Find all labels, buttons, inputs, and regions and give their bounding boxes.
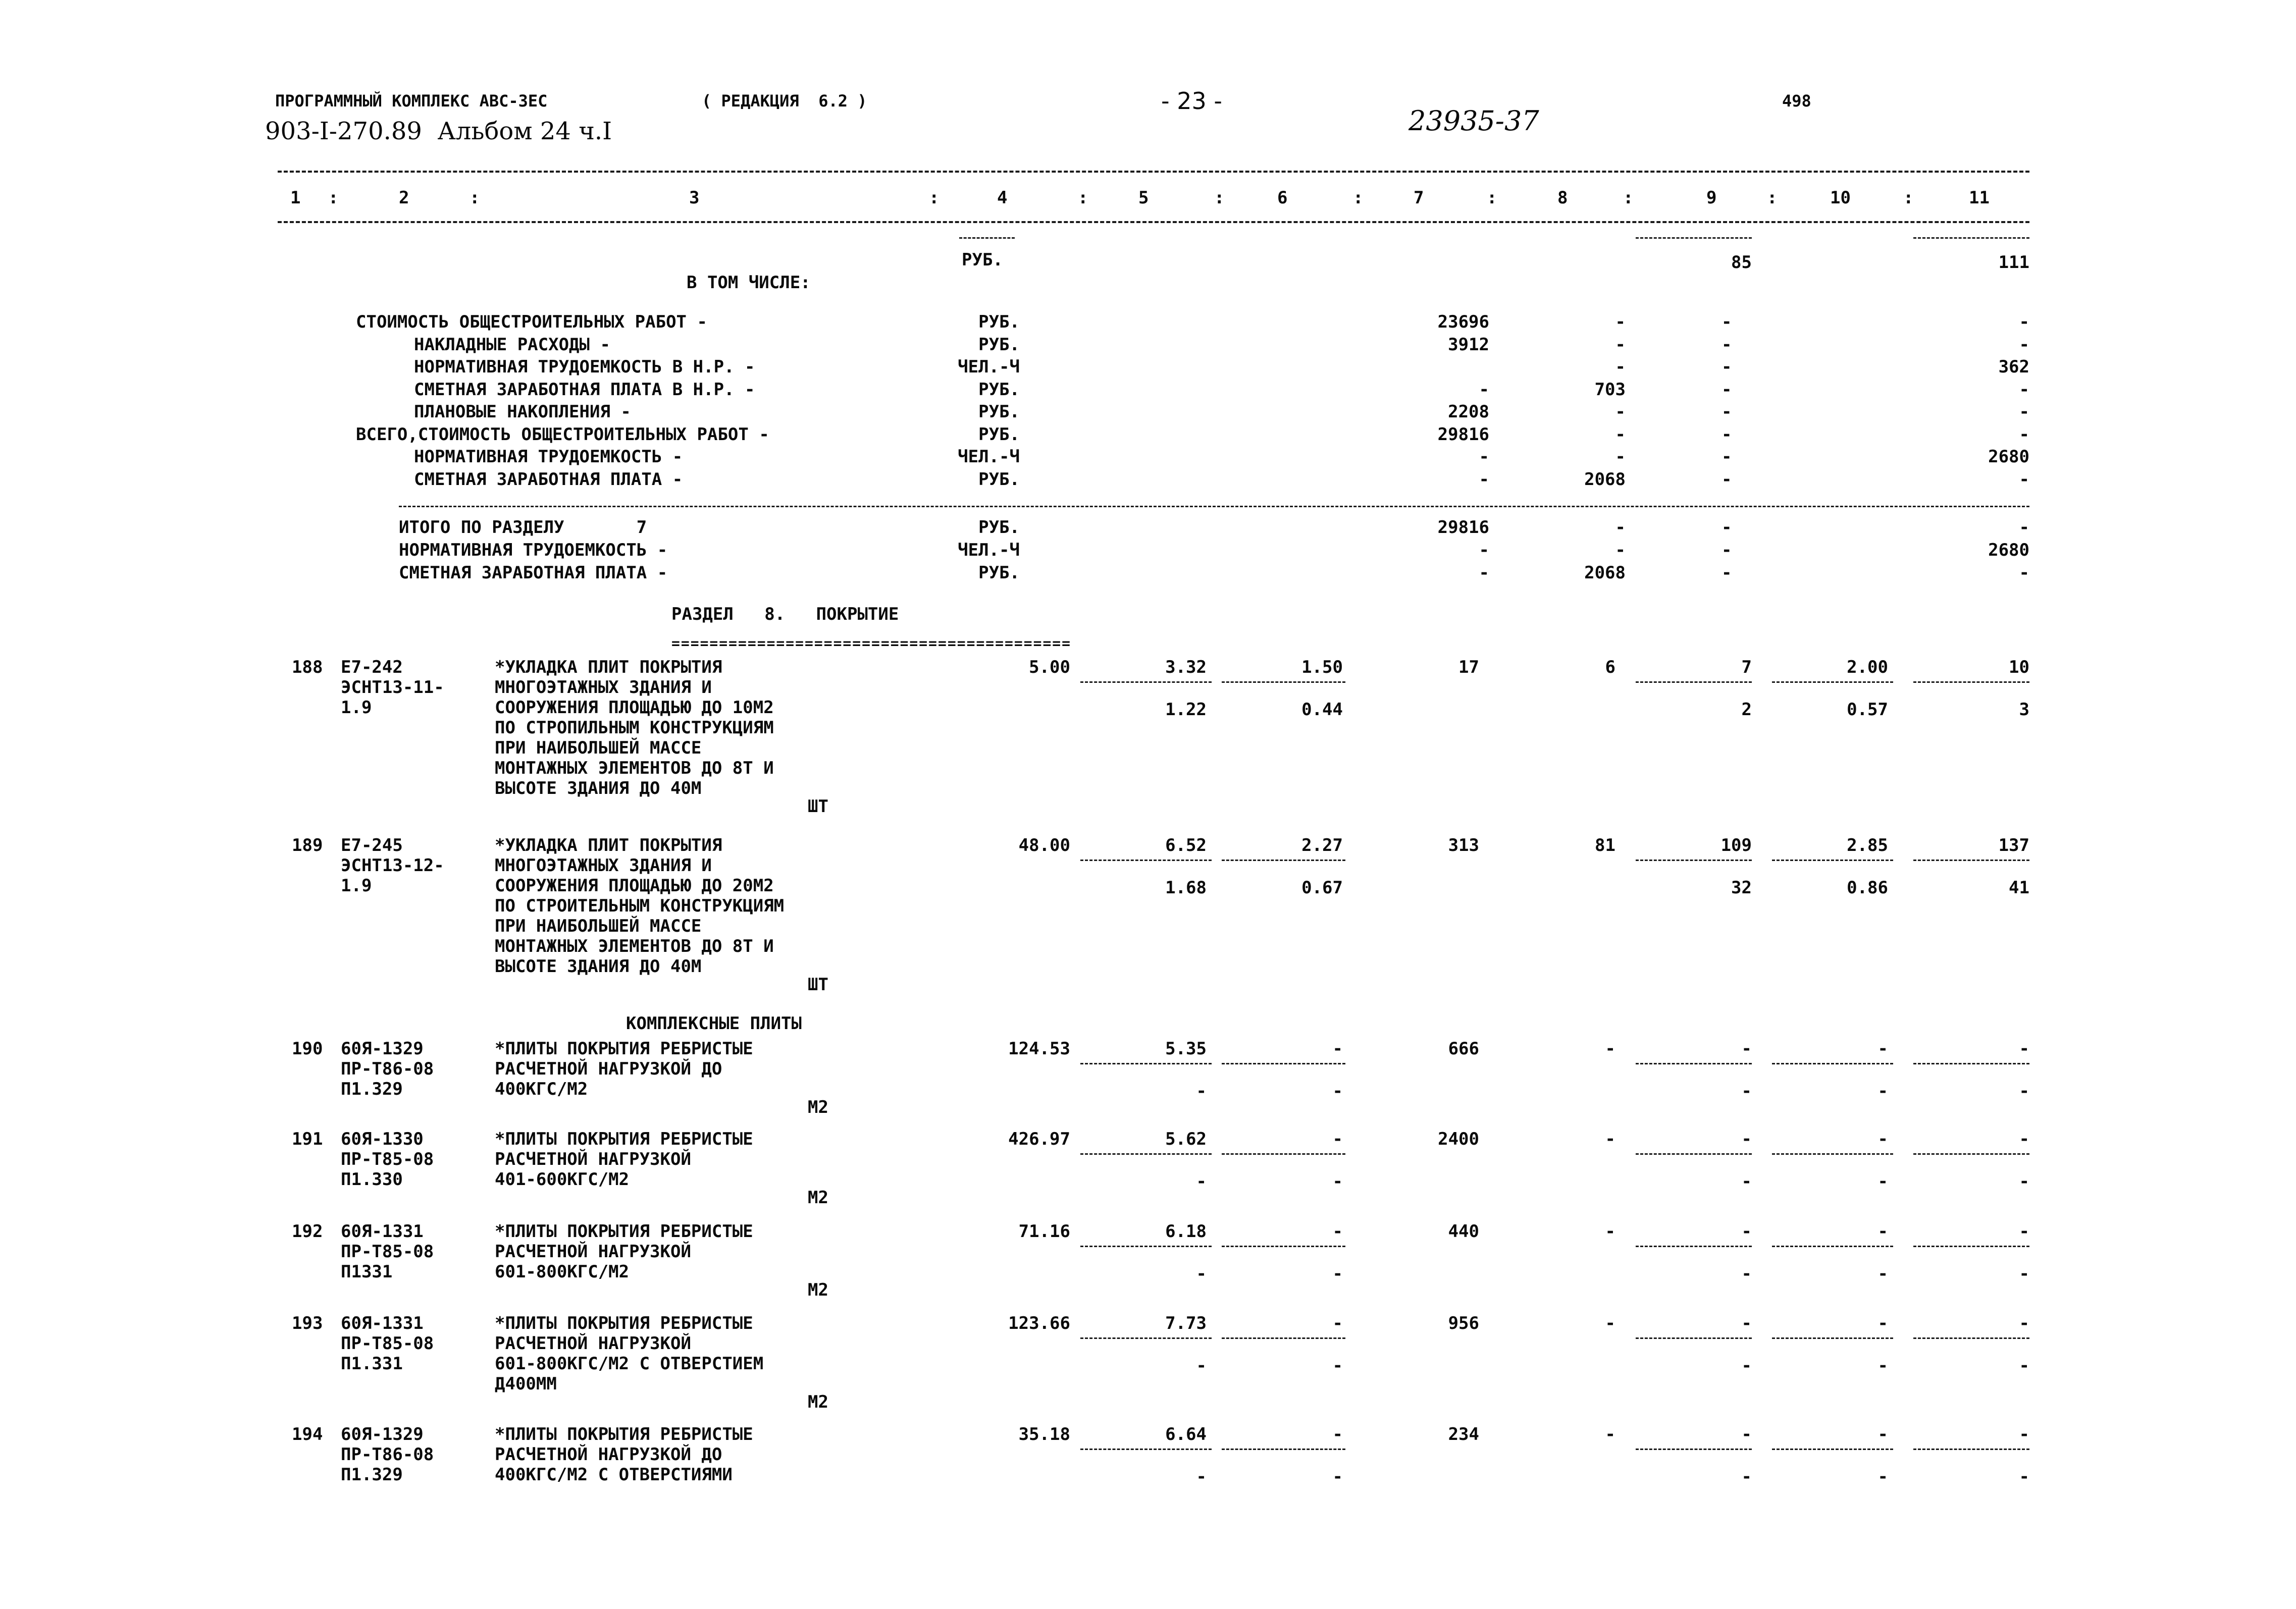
item-unit-wages: - [1196, 1081, 1207, 1101]
summary-row-c9: - [1721, 334, 1732, 355]
item-sub-rule [1080, 681, 1212, 683]
item-total-machine: 109 [1720, 835, 1752, 855]
item-code: П1.329 [341, 1079, 403, 1099]
item-unit-machine-wages: - [1332, 1356, 1343, 1376]
item-code: 60Я-1329 [341, 1039, 424, 1059]
item-sub-rule [1772, 1449, 1893, 1450]
sheet-number: 498 [1782, 91, 1811, 111]
total-row-c11: - [2019, 563, 2029, 583]
item-sub-rule [1913, 1449, 2029, 1450]
page-number: - 23 - [1161, 87, 1222, 115]
item-sub-rule [1222, 1153, 1345, 1155]
column-header-1: 1 [290, 188, 301, 208]
item-code: 60Я-1329 [341, 1424, 424, 1444]
summary-row-c7: 29816 [1437, 424, 1489, 445]
item-unit: ШТ [808, 796, 828, 817]
item-total-cost: 313 [1448, 835, 1479, 855]
item-description: МНОГОЭТАЖНЫХ ЗДАНИЯ И [495, 855, 712, 876]
item-unit-wages: - [1196, 1356, 1207, 1376]
total-row-unit: РУБ. [978, 563, 1020, 583]
item-sub-rule [1772, 1153, 1893, 1155]
item-labor-total: 137 [1998, 835, 2029, 855]
summary-row-unit: РУБ. [978, 312, 1020, 332]
item-sub-rule [1772, 1337, 1893, 1339]
item-code: 60Я-1331 [341, 1313, 424, 1333]
item-description: ПРИ НАИБОЛЬШЕЙ МАССЕ [495, 916, 702, 936]
item-machine-wages: - [1741, 1356, 1752, 1376]
summary-row-c9: - [1721, 312, 1732, 332]
item-labor-total-sub: - [2019, 1081, 2029, 1101]
item-labor-total: - [2019, 1221, 2029, 1242]
column-header-11: 11 [1969, 188, 1990, 208]
item-code: 60Я-1331 [341, 1221, 424, 1242]
item-sub-rule [1080, 860, 1212, 861]
item-unit-machine-wages: 0.67 [1301, 878, 1343, 898]
summary-row-c8: 703 [1594, 379, 1626, 400]
item-sub-rule [1080, 1246, 1212, 1247]
item-code: П1.330 [341, 1169, 403, 1190]
summary-row-unit: РУБ. [978, 424, 1020, 445]
item-total-cost: 17 [1458, 657, 1479, 677]
column-divider: : [929, 188, 940, 208]
item-sub-rule [1913, 1246, 2029, 1247]
table-top-rule [278, 171, 2029, 173]
item-code: ПР-Т85-08 [341, 1149, 434, 1169]
top-sum-rule-11 [1913, 237, 2029, 239]
item-code: Е7-245 [341, 835, 403, 855]
item-unit-cost: 3.32 [1165, 657, 1207, 677]
total-row-c8: 2068 [1584, 563, 1626, 583]
summary-row-c9: - [1721, 402, 1732, 422]
summary-row-c9: - [1721, 379, 1732, 400]
summary-row-c7: - [1479, 447, 1489, 467]
item-labor-total-sub: 3 [2019, 700, 2029, 720]
incl-heading: В ТОМ ЧИСЛЕ: [687, 273, 811, 293]
item-total-cost: 666 [1448, 1039, 1479, 1059]
item-machine-wages: - [1741, 1264, 1752, 1284]
item-description: 601-800КГС/М2 [495, 1262, 630, 1282]
summary-row-c11: - [2019, 424, 2029, 445]
column-header-8: 8 [1557, 188, 1568, 208]
item-description: СООРУЖЕНИЯ ПЛОЩАДЬЮ ДО 20М2 [495, 876, 774, 896]
total-row-label: ИТОГО ПО РАЗДЕЛУ 7 [399, 517, 647, 538]
item-description: *ПЛИТЫ ПОКРЫТИЯ РЕБРИСТЫЕ [495, 1424, 753, 1444]
item-unit-machine-wages: - [1332, 1264, 1343, 1284]
item-labor-unit: - [1877, 1039, 1888, 1059]
column-header-4: 4 [997, 188, 1008, 208]
column-divider: : [1767, 188, 1778, 208]
item-description: ВЫСОТЕ ЗДАНИЯ ДО 40М [495, 778, 702, 798]
item-description: 400КГС/М2 [495, 1079, 588, 1099]
top-sum-unit: РУБ. [962, 250, 1003, 270]
item-unit-wages: - [1196, 1264, 1207, 1284]
summary-row-label: ВСЕГО,СТОИМОСТЬ ОБЩЕСТРОИТЕЛЬНЫХ РАБОТ - [356, 424, 769, 445]
item-group-heading: КОМПЛЕКСНЫЕ ПЛИТЫ [626, 1013, 802, 1034]
summary-row-label: НАКЛАДНЫЕ РАСХОДЫ - [414, 334, 610, 355]
item-sub-rule [1636, 1449, 1752, 1450]
summary-row-c7: - [1479, 379, 1489, 400]
summary-row-c11: - [2019, 312, 2029, 332]
item-sub-rule [1636, 1246, 1752, 1247]
item-labor-total: 10 [2009, 657, 2029, 677]
column-divider: : [1903, 188, 1914, 208]
item-number: 189 [292, 835, 323, 855]
item-description: МНОГОЭТАЖНЫХ ЗДАНИЯ И [495, 677, 712, 698]
summary-row-unit: РУБ. [978, 334, 1020, 355]
program-title: ПРОГРАММНЫЙ КОМПЛЕКС АВС-ЗЕС [275, 91, 548, 111]
item-description: Д400ММ [495, 1374, 557, 1394]
top-sum-rule-4 [959, 237, 1015, 239]
item-quantity: 123.66 [1008, 1313, 1070, 1333]
column-header-7: 7 [1414, 188, 1424, 208]
item-sub-rule [1772, 681, 1893, 683]
item-number: 193 [292, 1313, 323, 1333]
item-description: РАСЧЕТНОЙ НАГРУЗКОЙ [495, 1149, 691, 1169]
item-code: 1.9 [341, 876, 372, 896]
item-labor-total: - [2019, 1039, 2029, 1059]
total-row-c9: - [1721, 540, 1732, 560]
item-labor-unit: - [1877, 1424, 1888, 1444]
item-unit-cost: 6.18 [1165, 1221, 1207, 1242]
total-row-label: НОРМАТИВНАЯ ТРУДОЕМКОСТЬ - [399, 540, 668, 560]
item-sub-rule [1913, 1063, 2029, 1064]
total-row-unit: ЧЕЛ.-Ч [958, 540, 1020, 560]
item-sub-rule [1913, 1337, 2029, 1339]
summary-row-c8: - [1615, 357, 1626, 377]
item-labor-unit: 2.00 [1847, 657, 1888, 677]
table-header-rule [278, 221, 2029, 223]
item-total-wages: 6 [1605, 657, 1615, 677]
section-title: РАЗДЕЛ 8. ПОКРЫТИЕ [671, 604, 899, 624]
item-code: ЭСНТ13-12- [341, 855, 444, 876]
item-total-cost: 234 [1448, 1424, 1479, 1444]
item-quantity: 5.00 [1029, 657, 1070, 677]
item-unit-machine: 1.50 [1301, 657, 1343, 677]
item-quantity: 426.97 [1008, 1129, 1070, 1149]
item-sub-rule [1913, 860, 2029, 861]
top-sum-rule-9 [1636, 237, 1752, 239]
item-machine-wages: - [1741, 1081, 1752, 1101]
item-sub-rule [1222, 860, 1345, 861]
item-labor-total-sub: 41 [2009, 878, 2029, 898]
item-description: ПО СТРОПИЛЬНЫМ КОНСТРУКЦИЯМ [495, 718, 774, 738]
item-unit: М2 [808, 1280, 828, 1300]
item-description: *УКЛАДКА ПЛИТ ПОКРЫТИЯ [495, 835, 722, 855]
section-total-rule [399, 506, 2029, 507]
item-description: 401-600КГС/М2 [495, 1169, 630, 1190]
item-unit-wages: 1.22 [1165, 700, 1207, 720]
item-unit-cost: 5.35 [1165, 1039, 1207, 1059]
item-unit-machine-wages: - [1332, 1081, 1343, 1101]
summary-row-c9: - [1721, 469, 1732, 490]
total-row-c11: - [2019, 517, 2029, 538]
column-header-6: 6 [1277, 188, 1288, 208]
item-unit-machine: - [1332, 1039, 1343, 1059]
summary-row-c8: 2068 [1584, 469, 1626, 490]
total-row-c7: - [1479, 540, 1489, 560]
item-code: П1.331 [341, 1354, 403, 1374]
item-sub-rule [1772, 1063, 1893, 1064]
item-labor-unit: 2.85 [1847, 835, 1888, 855]
column-divider: : [1078, 188, 1088, 208]
item-description: ПО СТРОИТЕЛЬНЫМ КОНСТРУКЦИЯМ [495, 896, 785, 916]
item-labor-total-sub: - [2019, 1264, 2029, 1284]
item-sub-rule [1636, 860, 1752, 861]
item-description: *ПЛИТЫ ПОКРЫТИЯ РЕБРИСТЫЕ [495, 1221, 753, 1242]
item-sub-rule [1636, 1153, 1752, 1155]
item-sub-rule [1636, 681, 1752, 683]
total-row-unit: РУБ. [978, 517, 1020, 538]
item-description: РАСЧЕТНОЙ НАГРУЗКОЙ ДО [495, 1059, 722, 1079]
item-description: РАСЧЕТНОЙ НАГРУЗКОЙ [495, 1242, 691, 1262]
item-number: 190 [292, 1039, 323, 1059]
item-unit: М2 [808, 1392, 828, 1412]
item-total-cost: 956 [1448, 1313, 1479, 1333]
item-sub-rule [1772, 860, 1893, 861]
column-divider: : [328, 188, 339, 208]
column-header-10: 10 [1830, 188, 1851, 208]
item-machine-wages: - [1741, 1171, 1752, 1192]
item-description: ВЫСОТЕ ЗДАНИЯ ДО 40М [495, 956, 702, 977]
item-sub-rule [1222, 1449, 1345, 1450]
item-machine-wages: - [1741, 1467, 1752, 1487]
column-header-5: 5 [1138, 188, 1149, 208]
item-description: ПРИ НАИБОЛЬШЕЙ МАССЕ [495, 738, 702, 758]
item-number: 188 [292, 657, 323, 677]
item-labor-unit-sub: - [1877, 1356, 1888, 1376]
item-total-machine: - [1741, 1039, 1752, 1059]
item-unit-cost: 6.52 [1165, 835, 1207, 855]
item-code: П1331 [341, 1262, 393, 1282]
item-unit-wages: - [1196, 1467, 1207, 1487]
summary-row-c7: 2208 [1448, 402, 1489, 422]
summary-row-c11: - [2019, 402, 2029, 422]
summary-row-c11: - [2019, 379, 2029, 400]
summary-row-unit: РУБ. [978, 469, 1020, 490]
item-description: СООРУЖЕНИЯ ПЛОЩАДЬЮ ДО 10М2 [495, 698, 774, 718]
item-labor-unit: - [1877, 1129, 1888, 1149]
total-row-c7: 29816 [1437, 517, 1489, 538]
item-labor-total: - [2019, 1313, 2029, 1333]
item-labor-total-sub: - [2019, 1171, 2029, 1192]
total-row-c9: - [1721, 517, 1732, 538]
item-sub-rule [1913, 681, 2029, 683]
item-unit-machine: - [1332, 1129, 1343, 1149]
item-total-machine: - [1741, 1424, 1752, 1444]
total-row-c8: - [1615, 517, 1626, 538]
total-row-label: СМЕТНАЯ ЗАРАБОТНАЯ ПЛАТА - [399, 563, 668, 583]
summary-row-c8: - [1615, 312, 1626, 332]
column-divider: : [1353, 188, 1364, 208]
item-code: 1.9 [341, 698, 372, 718]
item-sub-rule [1636, 1063, 1752, 1064]
item-description: 601-800КГС/М2 С ОТВЕРСТИЕМ [495, 1354, 764, 1374]
document-code: 23935-37 [1408, 105, 1539, 137]
item-unit-cost: 7.73 [1165, 1313, 1207, 1333]
item-sub-rule [1636, 1337, 1752, 1339]
item-total-wages: 81 [1595, 835, 1615, 855]
item-description: *ПЛИТЫ ПОКРЫТИЯ РЕБРИСТЫЕ [495, 1039, 753, 1059]
item-description: 400КГС/М2 С ОТВЕРСТИЯМИ [495, 1465, 733, 1485]
item-description: РАСЧЕТНОЙ НАГРУЗКОЙ [495, 1333, 691, 1354]
summary-row-c8: - [1615, 334, 1626, 355]
item-total-machine: - [1741, 1129, 1752, 1149]
item-labor-total-sub: - [2019, 1356, 2029, 1376]
summary-row-label: СТОИМОСТЬ ОБЩЕСТРОИТЕЛЬНЫХ РАБОТ - [356, 312, 707, 332]
item-code: Е7-242 [341, 657, 403, 677]
item-sub-rule [1772, 1246, 1893, 1247]
summary-row-c8: - [1615, 424, 1626, 445]
section-underline: ========================================== [671, 635, 1072, 652]
summary-row-label: НОРМАТИВНАЯ ТРУДОЕМКОСТЬ В Н.Р. - [414, 357, 755, 377]
item-unit: М2 [808, 1097, 828, 1117]
item-code: П1.329 [341, 1465, 403, 1485]
item-sub-rule [1222, 681, 1345, 683]
item-code: ПР-Т86-08 [341, 1059, 434, 1079]
item-total-machine: - [1741, 1221, 1752, 1242]
item-description: РАСЧЕТНОЙ НАГРУЗКОЙ ДО [495, 1444, 722, 1465]
item-unit-machine-wages: 0.44 [1301, 700, 1343, 720]
item-code: ПР-Т86-08 [341, 1444, 434, 1465]
column-divider: : [1214, 188, 1225, 208]
item-total-machine: - [1741, 1313, 1752, 1333]
item-sub-rule [1222, 1063, 1345, 1064]
summary-row-label: ПЛАНОВЫЕ НАКОПЛЕНИЯ - [414, 402, 631, 422]
item-total-machine: 7 [1741, 657, 1752, 677]
column-header-3: 3 [689, 188, 700, 208]
item-sub-rule [1222, 1246, 1345, 1247]
item-labor-total-sub: - [2019, 1467, 2029, 1487]
summary-row-c9: - [1721, 447, 1732, 467]
item-total-wages: - [1605, 1313, 1615, 1333]
item-unit-machine: - [1332, 1313, 1343, 1333]
summary-row-c8: - [1615, 447, 1626, 467]
item-unit-machine: - [1332, 1221, 1343, 1242]
item-number: 194 [292, 1424, 323, 1444]
column-divider: : [1623, 188, 1634, 208]
summary-row-c9: - [1721, 357, 1732, 377]
item-number: 191 [292, 1129, 323, 1149]
item-quantity: 48.00 [1018, 835, 1070, 855]
item-unit-machine-wages: - [1332, 1467, 1343, 1487]
summary-row-unit: РУБ. [978, 402, 1020, 422]
summary-row-c11: 2680 [1988, 447, 2029, 467]
item-labor-unit-sub: - [1877, 1171, 1888, 1192]
item-labor-total: - [2019, 1129, 2029, 1149]
summary-row-c8: - [1615, 402, 1626, 422]
item-description: *ПЛИТЫ ПОКРЫТИЯ РЕБРИСТЫЕ [495, 1129, 753, 1149]
item-quantity: 124.53 [1008, 1039, 1070, 1059]
summary-row-c11: - [2019, 334, 2029, 355]
item-labor-unit-sub: - [1877, 1264, 1888, 1284]
item-sub-rule [1080, 1337, 1212, 1339]
total-row-c7: - [1479, 563, 1489, 583]
summary-row-c11: 362 [1998, 357, 2029, 377]
total-row-c8: - [1615, 540, 1626, 560]
item-unit-wages: - [1196, 1171, 1207, 1192]
item-total-wages: - [1605, 1039, 1615, 1059]
item-unit: М2 [808, 1188, 828, 1208]
item-labor-unit-sub: 0.57 [1847, 700, 1888, 720]
edition-label: ( РЕДАКЦИЯ 6.2 ) [702, 91, 867, 111]
item-code: ПР-Т85-08 [341, 1242, 434, 1262]
item-description: *УКЛАДКА ПЛИТ ПОКРЫТИЯ [495, 657, 722, 677]
summary-row-unit: РУБ. [978, 379, 1020, 400]
item-code: ЭСНТ13-11- [341, 677, 444, 698]
item-total-wages: - [1605, 1221, 1615, 1242]
item-machine-wages: 2 [1741, 700, 1752, 720]
summary-row-c7: - [1479, 469, 1489, 490]
item-sub-rule [1080, 1063, 1212, 1064]
item-quantity: 35.18 [1018, 1424, 1070, 1444]
item-unit: ШТ [808, 975, 828, 995]
item-sub-rule [1080, 1153, 1212, 1155]
item-sub-rule [1080, 1449, 1212, 1450]
summary-row-c7: 3912 [1448, 334, 1489, 355]
column-divider: : [469, 188, 480, 208]
column-header-9: 9 [1706, 188, 1717, 208]
item-machine-wages: 32 [1731, 878, 1752, 898]
item-unit-machine-wages: - [1332, 1171, 1343, 1192]
item-description: МОНТАЖНЫХ ЭЛЕМЕНТОВ ДО 8Т И [495, 758, 774, 778]
item-labor-unit-sub: 0.86 [1847, 878, 1888, 898]
column-divider: : [1487, 188, 1497, 208]
item-sub-rule [1913, 1153, 2029, 1155]
album-reference: 903-I-270.89 Альбом 24 ч.I [265, 117, 612, 145]
item-total-wages: - [1605, 1129, 1615, 1149]
top-sum-c11: 111 [1998, 252, 2029, 273]
item-quantity: 71.16 [1018, 1221, 1070, 1242]
item-labor-total: - [2019, 1424, 2029, 1444]
item-total-cost: 2400 [1438, 1129, 1479, 1149]
item-labor-unit: - [1877, 1221, 1888, 1242]
item-unit-machine: 2.27 [1301, 835, 1343, 855]
summary-row-c9: - [1721, 424, 1732, 445]
item-labor-unit-sub: - [1877, 1081, 1888, 1101]
summary-row-unit: ЧЕЛ.-Ч [958, 357, 1020, 377]
item-labor-unit: - [1877, 1313, 1888, 1333]
item-code: ПР-Т85-08 [341, 1333, 434, 1354]
top-sum-c9: 85 [1731, 252, 1752, 273]
summary-row-label: НОРМАТИВНАЯ ТРУДОЕМКОСТЬ - [414, 447, 683, 467]
total-row-c11: 2680 [1988, 540, 2029, 560]
item-sub-rule [1222, 1337, 1345, 1339]
summary-row-label: СМЕТНАЯ ЗАРАБОТНАЯ ПЛАТА В Н.Р. - [414, 379, 755, 400]
total-row-c9: - [1721, 563, 1732, 583]
summary-row-c11: - [2019, 469, 2029, 490]
column-header-2: 2 [399, 188, 409, 208]
item-total-wages: - [1605, 1424, 1615, 1444]
summary-row-label: СМЕТНАЯ ЗАРАБОТНАЯ ПЛАТА - [414, 469, 683, 490]
item-description: *ПЛИТЫ ПОКРЫТИЯ РЕБРИСТЫЕ [495, 1313, 753, 1333]
item-unit-machine: - [1332, 1424, 1343, 1444]
summary-row-c7: 23696 [1437, 312, 1489, 332]
item-unit-cost: 5.62 [1165, 1129, 1207, 1149]
item-description: МОНТАЖНЫХ ЭЛЕМЕНТОВ ДО 8Т И [495, 936, 774, 956]
item-labor-unit-sub: - [1877, 1467, 1888, 1487]
item-unit-wages: 1.68 [1165, 878, 1207, 898]
item-code: 60Я-1330 [341, 1129, 424, 1149]
item-number: 192 [292, 1221, 323, 1242]
summary-row-unit: ЧЕЛ.-Ч [958, 447, 1020, 467]
item-unit-cost: 6.64 [1165, 1424, 1207, 1444]
item-total-cost: 440 [1448, 1221, 1479, 1242]
